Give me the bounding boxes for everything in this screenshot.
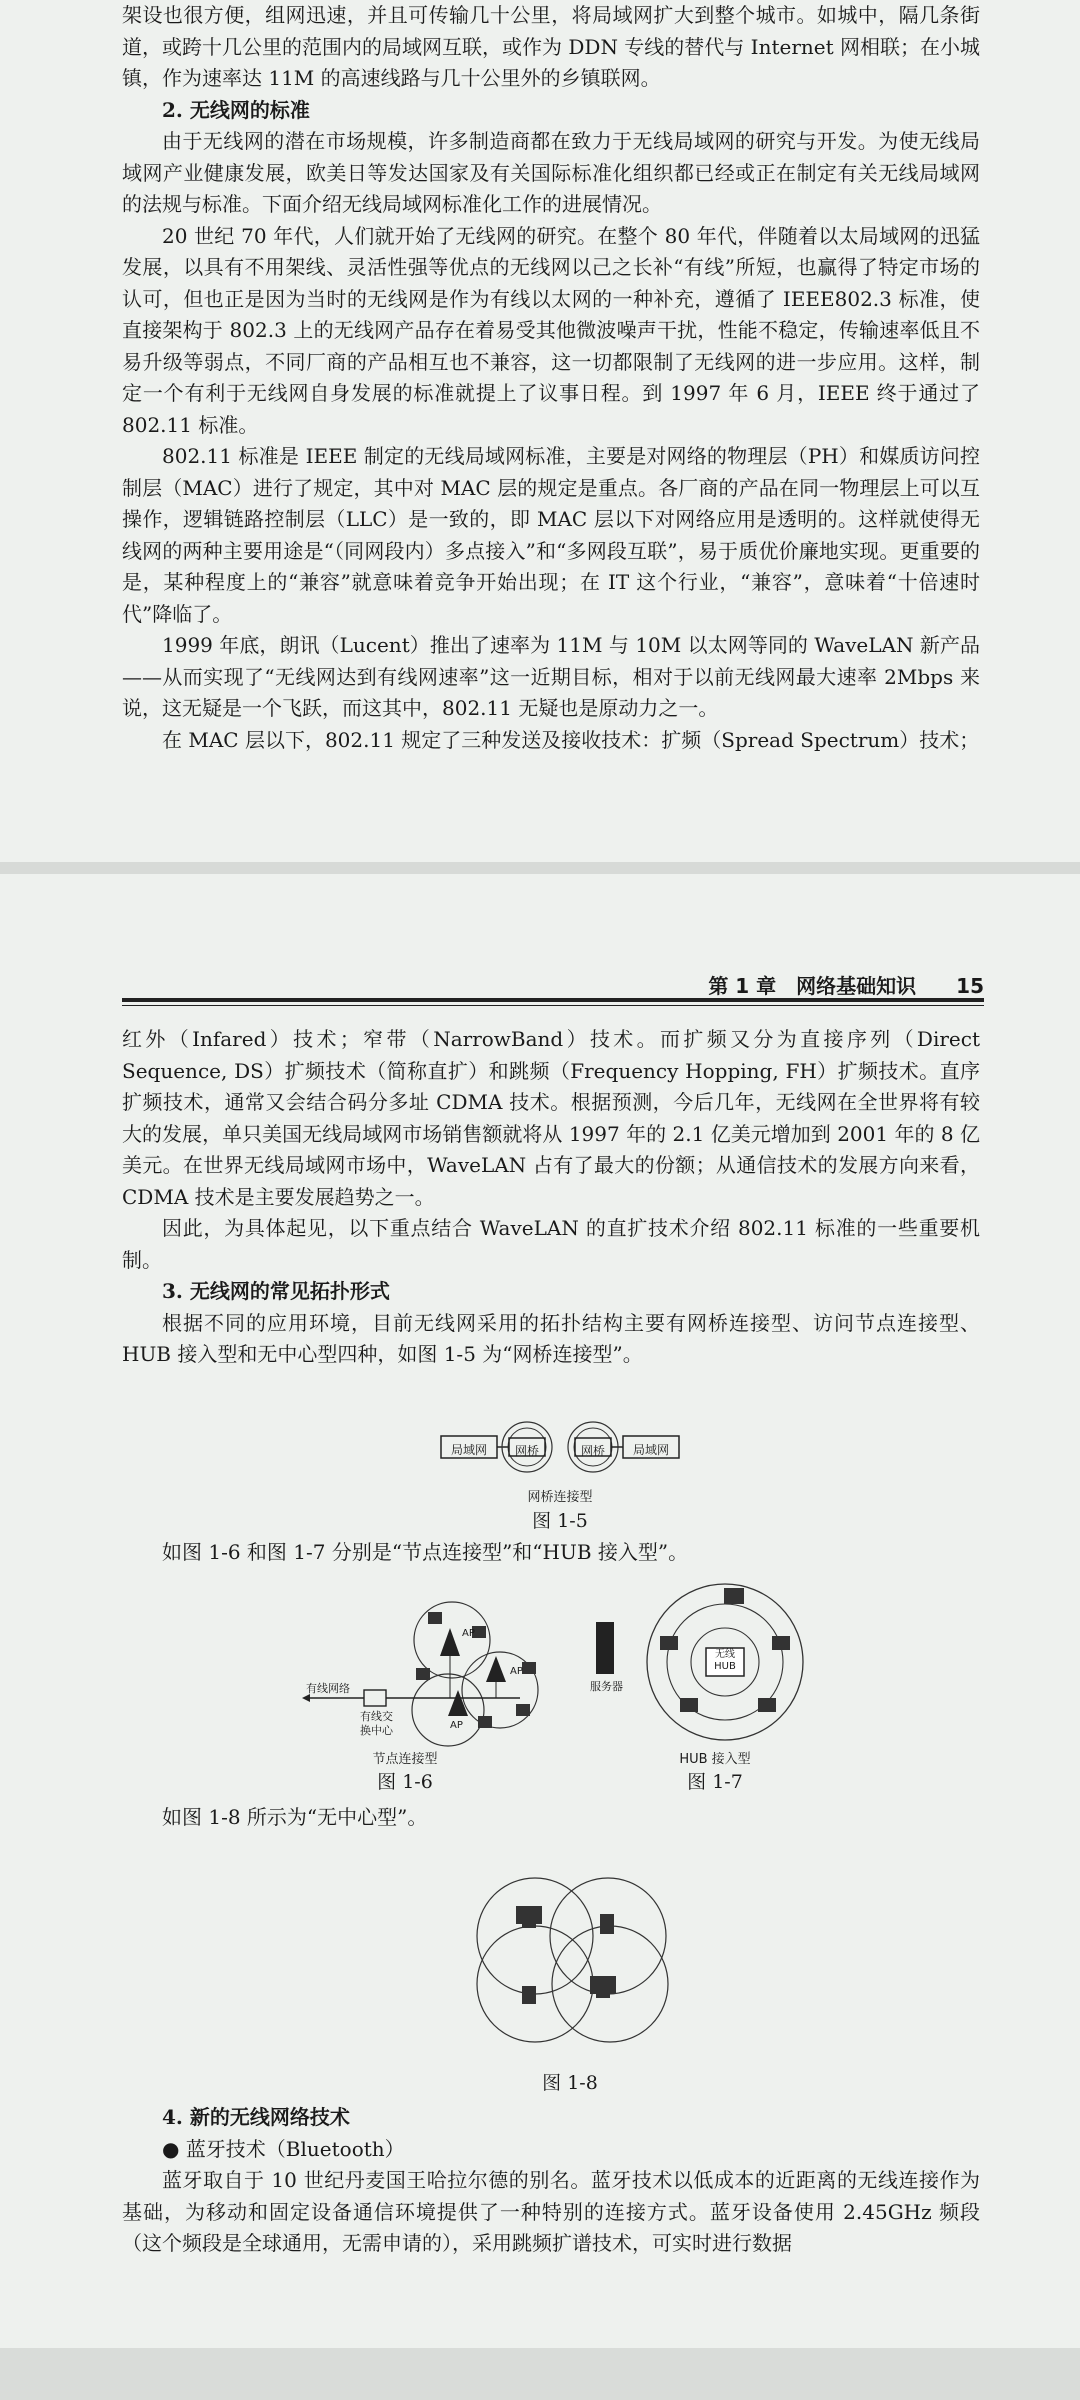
paragraph: 根据不同的应用环境，目前无线网采用的拓扑结构主要有网桥连接型、访问节点连接型、HUB 接入型和无中心型四种，如图 1-5 为“网桥连接型”。: [122, 1310, 980, 1366]
document-page-1: [0, 0, 1080, 862]
section-heading: 4. 新的无线网络技术: [162, 2105, 350, 2129]
switch-label-2: 换中心: [360, 1724, 393, 1737]
figure-1-8-caption: 图 1-8: [542, 2072, 598, 2094]
figure-1-6-caption: 图 1-6: [377, 1771, 433, 1793]
lan-right-label: 局域网: [632, 1443, 669, 1457]
figure-1-7: [590, 1574, 810, 1744]
paragraph: 因此，为具体起见，以下重点结合 WaveLAN 的直扩技术介绍 802.11 标准的一些重要机制。: [122, 1216, 980, 1272]
figure-1-5-caption: 图 1-5: [532, 1510, 588, 1532]
paragraph: 802.11 标准是 IEEE 制定的无线局域网标准，主要是对网络的物理层（PH）和媒质访问控制层（MAC）进行了规定，其中对 MAC 层的规定是重点。各厂商的产品在同一物理层上可以互操作，逻辑链路控制层（LLC）是一致的，即 MAC 层以下对网络应用是透明的。这样就使得无线网的两种主要用途是“（同网段内）多点接入”和“多网段互联”，易于质优价廉地实现。更重要的是，某种程度上的“兼容”就意味着竞争开始出现；在 IT 这个行业，“兼容”，意味着“十倍速时代”降临了。: [122, 444, 980, 626]
running-header: [122, 970, 984, 1002]
bullet-icon: ●: [162, 2136, 186, 2161]
paragraph: 架设也很方便，组网迅速，并且可传输几十公里，将局域网扩大到整个城市。如城中，隔几条街道，或跨十几公里的范围内的局域网互联，或作为 DDN 专线的替代与 Internet 网相联；在小城镇，作为速率达 11M 的高速线路与几十公里外的乡镇联网。: [122, 3, 980, 90]
paragraph: 蓝牙取自于 10 世纪丹麦国王哈拉尔德的别名。蓝牙技术以低成本的近距离的无线连接作为基础，为移动和固定设备通信环境提供了一种特别的连接方式。蓝牙设备使用 2.45GHz 频段（这个频段是全球通用，无需申请的），采用跳频扩谱技术，可实时进行数据: [122, 2168, 980, 2255]
bridge-right-label: 网桥: [580, 1444, 605, 1458]
bullet-item: [122, 2134, 980, 2166]
figure-1-7-subtitle: HUB 接入型: [679, 1752, 751, 1767]
page-separator-bottom: [0, 2348, 1080, 2400]
header-rule: [122, 1005, 984, 1006]
figure-1-6: [300, 1598, 560, 1748]
bullet-text: 蓝牙技术（Bluetooth）: [185, 2136, 405, 2161]
page2-text-bottom: [122, 2102, 980, 2260]
header-text: 第 1 章 网络基础知识 15: [708, 974, 984, 998]
bridge-left-label: 网桥: [514, 1444, 539, 1458]
paragraph: 由于无线网的潜在市场规模，许多制造商都在致力于无线局域网的研究与开发。为使无线局域网产业健康发展，欧美日等发达国家及有关国际标准化组织都已经或正在制定有关无线局域网的法规与标准。下面介绍无线局域网标准化工作的进展情况。: [122, 129, 980, 216]
paragraph: 如图 1-8 所示为“无中心型”。: [162, 1805, 428, 1829]
switch-label-1: 有线交: [360, 1710, 393, 1723]
paragraph: 1999 年底，朗讯（Lucent）推出了速率为 11M 与 10M 以太网等同的 WaveLAN 新产品——从而实现了“无线网达到有线网速率”这一近期目标，相对于以前无线网最大速率 2Mbps 来说，这无疑是一个飞跃，而这其中，802.11 无疑也是原动力之一。: [122, 633, 980, 720]
figure-1-7-caption: 图 1-7: [687, 1771, 743, 1793]
figure-1-8: [460, 1874, 680, 2044]
ap-label: AP: [462, 1628, 475, 1639]
wired-network-label: 有线网络: [306, 1682, 350, 1695]
paragraph: 20 世纪 70 年代，人们就开始了无线网的研究。在整个 80 年代，伴随着以太局域网的迅猛发展，以具有不用架线、灵活性强等优点的无线网以己之长补“有线”所短，也赢得了特定市场的认可，但也正是因为当时的无线网是作为有线以太网的一种补充，遵循了 IEEE802.3 标准，使直接架构于 802.3 上的无线网产品存在着易受其他微波噪声干扰，性能不稳定，传输速率低且不易升级等弱点，不同厂商的产品相互也不兼容，这一切都限制了无线网的进一步应用。这样，制定一个有利于无线网自身发展的标准就提上了议事日程。到 1997 年 6 月，IEEE 终于通过了 802.11 标准。: [122, 223, 980, 437]
page2-text-fig67: [122, 1537, 980, 1569]
figure-1-6-subtitle: 节点连接型: [372, 1752, 438, 1767]
page-separator: [0, 862, 1080, 874]
figure-1-5-subtitle: 网桥连接型: [527, 1490, 593, 1505]
page2-text-top: [122, 1024, 980, 1371]
page1-text: [122, 0, 980, 756]
paragraph: 红外（Infared）技术；窄带（NarrowBand）技术。而扩频又分为直接序列（Direct Sequence, DS）扩频技术（简称直扩）和跳频（Frequency Hopping, FH）扩频技术。直序扩频技术，通常又会结合码分多址 CDMA 技术。根据预测，今后几年，无线网在全世界将有较大的发展，单只美国无线局域网市场销售额就将从 1997 年的 2.1 亿美元增加到 2001 年的 8 亿美元。在世界无线局域网市场中，WaveLAN 占有了最大的份额；从通信技术的发展方向来看，CDMA 技术是主要发展趋势之一。: [122, 1027, 980, 1209]
ap-label: AP: [450, 1720, 463, 1731]
lan-left-label: 局域网: [450, 1443, 487, 1457]
page2-text-fig8: [122, 1802, 980, 1834]
hub-label-2: HUB: [714, 1661, 736, 1672]
section-heading: 3. 无线网的常见拓扑形式: [162, 1279, 390, 1303]
paragraph: 如图 1-6 和图 1-7 分别是“节点连接型”和“HUB 接入型”。: [162, 1540, 689, 1564]
server-label: 服务器: [590, 1680, 623, 1693]
section-heading: 2. 无线网的标准: [162, 97, 310, 122]
document-page-2: [0, 874, 1080, 2348]
paragraph: 在 MAC 层以下，802.11 规定了三种发送及接收技术：扩频（Spread Spectrum）技术；: [162, 727, 980, 752]
figure-1-5: [435, 1414, 685, 1484]
hub-label-1: 无线: [715, 1649, 735, 1660]
ap-label: AP: [510, 1666, 523, 1677]
